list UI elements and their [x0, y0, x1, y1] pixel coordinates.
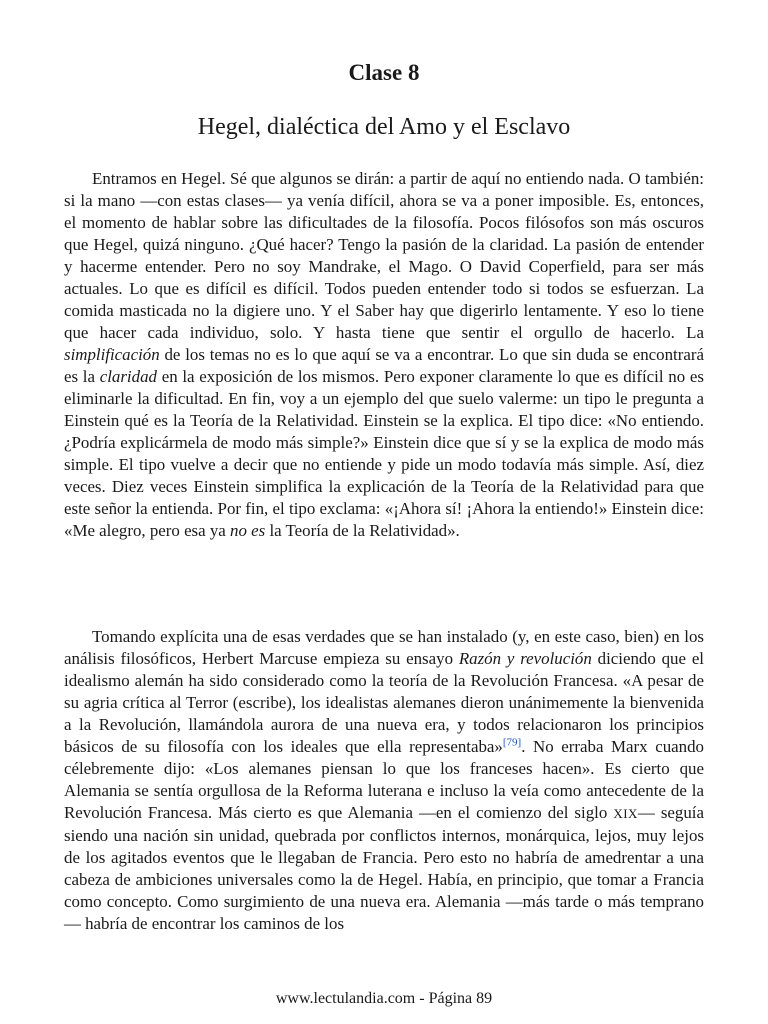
emphasis-simplificacion: simplificación [64, 345, 160, 364]
text-run: de los temas no es lo que aquí se va a encontrar. Lo que sin duda se encontrará es la [64, 345, 704, 386]
text-run: . No erraba Marx cuando célebremente dijo: «Los alemanes piensan lo que los franceses hacen». Es cierto que Alemania se sentía orgullosa de la Reforma luterana e incluso la veía como antecedente de la Revolución Francesa. Más cierto es que Alemania —en el comienzo del siglo [64, 737, 704, 822]
emphasis-no-es: no es [230, 521, 266, 540]
page-footer: www.lectulandia.com - Página 89 [275, 990, 493, 1007]
century-numeral: XIX [613, 806, 638, 821]
footnote-link-79[interactable]: [79] [502, 736, 522, 749]
text-run: diciendo que el idealismo alemán ha sido considerado como la teoría de la Revolución Francesa. «A pesar de su agria crítica al Terror (escribe), los idealistas alemanes dieron unánimemente la bienvenida a la Revolución, llamándola aurora de una nueva era, y todos relacionaron los principios básicos de su filosofía con los ideales que ella representaba» [64, 649, 705, 756]
book-title-razon-y-revolucion: Razón y revolución [458, 649, 592, 668]
emphasis-claridad: claridad [99, 367, 157, 386]
text-run: la Teoría de la Relatividad». [265, 521, 460, 540]
text-run: Entramos en Hegel. Sé que algunos se dirán: a partir de aquí no entiendo nada. O también: si la mano —con estas clases— ya venía difícil, ahora se va a poner imposible. Es, entonces, el momento de hablar sobre las dificultades de la filosofía. Pocos filósofos son más oscuros que Hegel, quizá ninguno. ¿Qué hacer? Tengo la pasión de la claridad. La pasión de entender y hacerme entender. Pero no soy Mandrake, el Mago. O David Coperfield, para ser más actuales. Lo que es difícil es difícil. Todos pueden entender todo si todos se esfuerzan. La comida masticada no la digiere uno. Y el Saber hay que digerirlo lentamente. Y eso lo tiene que hacer cada individuo, solo. Y hasta tiene que sentir el orgullo de hacerlo. La [64, 169, 704, 342]
body-paragraph-1 [64, 168, 704, 542]
body-paragraph-2 [64, 626, 704, 935]
chapter-title: Clase 8 [348, 60, 420, 85]
text-run: — seguía siendo una nación sin unidad, quebrada por conflictos internos, monárquica, lejos, muy lejos de los agitados eventos que le llegaban de Francia. Pero esto no habría de amedrentar a una cabeza de ambiciones universales como la de Hegel. Había, en principio, que tomar a Francia como concepto. Como surgimiento de una nueva era. Alemania —más tarde o más temprano— habría de encontrar los caminos de los [64, 803, 704, 933]
page [64, 0, 704, 1024]
text-run: en la exposición de los mismos. Pero exponer claramente lo que es difícil no es eliminarle la dificultad. En fin, voy a un ejemplo del que suelo valerme: un tipo le pregunta a Einstein qué es la Teoría de la Relatividad. Einstein se la explica. El tipo dice: «No entiendo. ¿Podría explicármela de modo más simple?» Einstein dice que sí y se la explica de modo más simple. El tipo vuelve a decir que no entiende y pide un modo todavía más simple. Así, diez veces. Diez veces Einstein simplifica la explicación de la Teoría de la Relatividad para que este señor la entienda. Por fin, el tipo exclama: «¡Ahora sí! ¡Ahora la entiendo!» Einstein dice: «Me alegro, pero esa ya [64, 367, 704, 540]
chapter-subtitle: Hegel, dialéctica del Amo y el Esclavo [197, 114, 571, 140]
text-run: Tomando explícita una de esas verdades que se han instalado (y, en este caso, bien) en los análisis filosóficos, Herbert Marcuse empieza su ensayo [64, 627, 704, 668]
